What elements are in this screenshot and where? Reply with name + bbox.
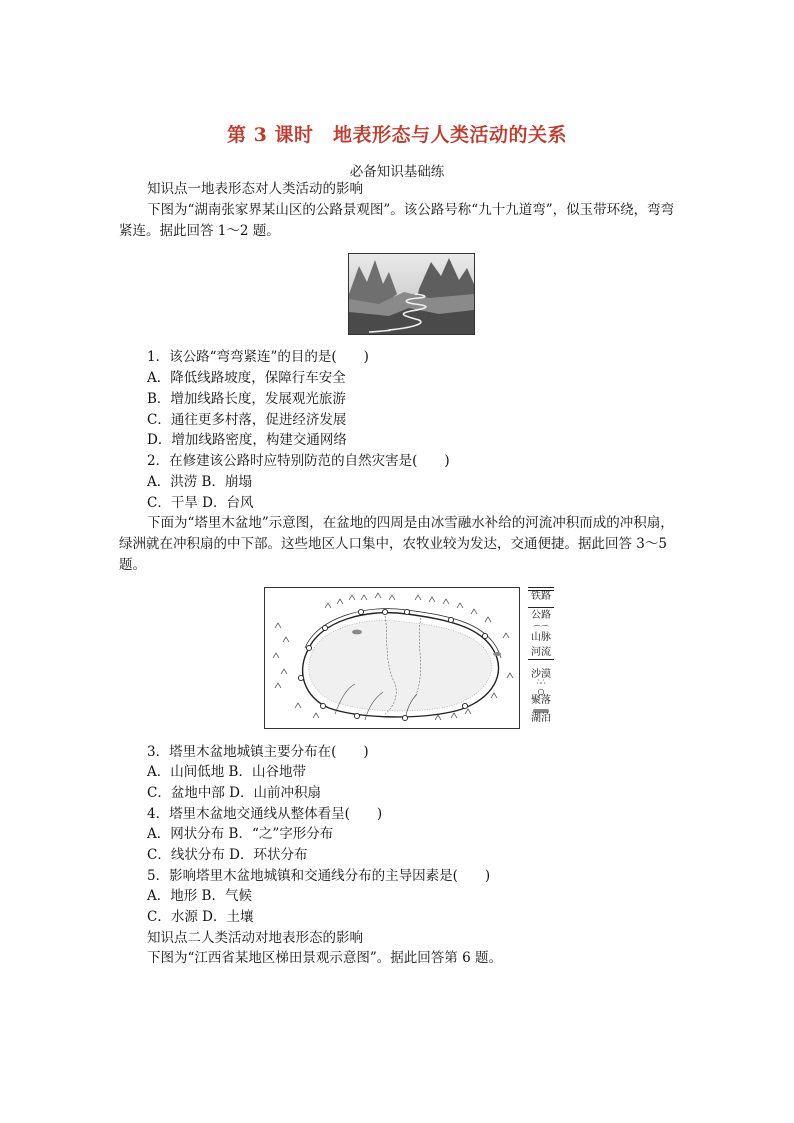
legend-railway: 铁路	[531, 591, 551, 602]
page-title: 第 3 课时 地表形态与人类活动的关系	[227, 124, 567, 146]
intro-paragraph-3: 下图为“江西省某地区梯田景观示意图”。据此回答第 6 题。	[147, 950, 502, 966]
legend-lake: 湖泊	[531, 713, 551, 724]
settlement-legend-symbol: ○	[537, 687, 545, 696]
section-heading-2: 知识点二人类活动对地表形态的影响	[147, 930, 363, 946]
question-2-stem: 2．在修建该公路时应特别防范的自然灾害是( )	[147, 453, 450, 469]
winding-road-photo	[348, 253, 475, 335]
question-3-stem: 3．塔里木盆地城镇主要分布在( )	[147, 744, 369, 760]
desert-legend-symbol: ∴∴	[536, 678, 546, 686]
question-2-options-cd: C．干旱 D．台风	[147, 495, 254, 511]
intro-paragraph-2: 下面为“塔里木盆地”示意图，在盆地的四周是由冰雪融水补给的河流冲积而成的冲积扇，绿洲就在冲积扇的中下部。这些地区人口集中，农牧业较为发达，交通便捷。据此回答 3～5 题。	[119, 515, 674, 573]
river-legend-symbol	[528, 659, 554, 662]
question-1-option-d: D．增加线路密度，构建交通网络	[147, 432, 347, 448]
question-4-options-cd: C．线状分布 D．环状分布	[147, 847, 308, 863]
question-3-options-ab: A．山间低地 B．山谷地带	[147, 764, 306, 780]
question-4-options-ab: A．网状分布 B．“之”字形分布	[147, 826, 334, 842]
legend-desert: 沙漠	[531, 669, 551, 680]
question-1-option-a: A．降低线路坡度，保障行车安全	[147, 370, 346, 386]
question-1-option-b: B．增加线路长度，发展观光旅游	[147, 391, 346, 407]
question-5-options-ab: A．地形 B．气候	[147, 888, 252, 904]
question-2-options-ab: A．洪涝 B．崩塌	[147, 474, 252, 490]
mountain-legend-symbol: ⌒⌒	[533, 625, 549, 634]
question-5-options-cd: C．水源 D．土壤	[147, 909, 254, 925]
map-legend	[526, 587, 556, 727]
tarim-basin-map	[264, 587, 520, 729]
section-heading-1: 知识点一地表形态对人类活动的影响	[147, 181, 363, 197]
question-5-stem: 5．影响塔里木盆地城镇和交通线分布的主导因素是( )	[147, 868, 491, 884]
legend-settlement: 聚落	[531, 695, 551, 706]
question-1-option-c: C．通往更多村落，促进经济发展	[147, 412, 347, 428]
question-1-stem: 1．该公路“弯弯紧连”的目的是( )	[147, 349, 369, 365]
intro-paragraph-1: 下图为“湖南张家界某山区的公路景观图”。该公路号称“九十九道弯”，似玉带环绕，弯弯紧连。据此回答 1～2 题。	[119, 202, 675, 239]
page-subtitle: 必备知识基础练	[349, 164, 445, 180]
question-3-options-cd: C．盆地中部 D．山前冲积扇	[147, 785, 321, 801]
legend-mountain: 山脉	[531, 632, 551, 643]
legend-river: 河流	[531, 647, 551, 658]
question-4-stem: 4．塔里木盆地交通线从整体看呈( )	[147, 806, 383, 822]
legend-highway: 公路	[531, 610, 551, 621]
